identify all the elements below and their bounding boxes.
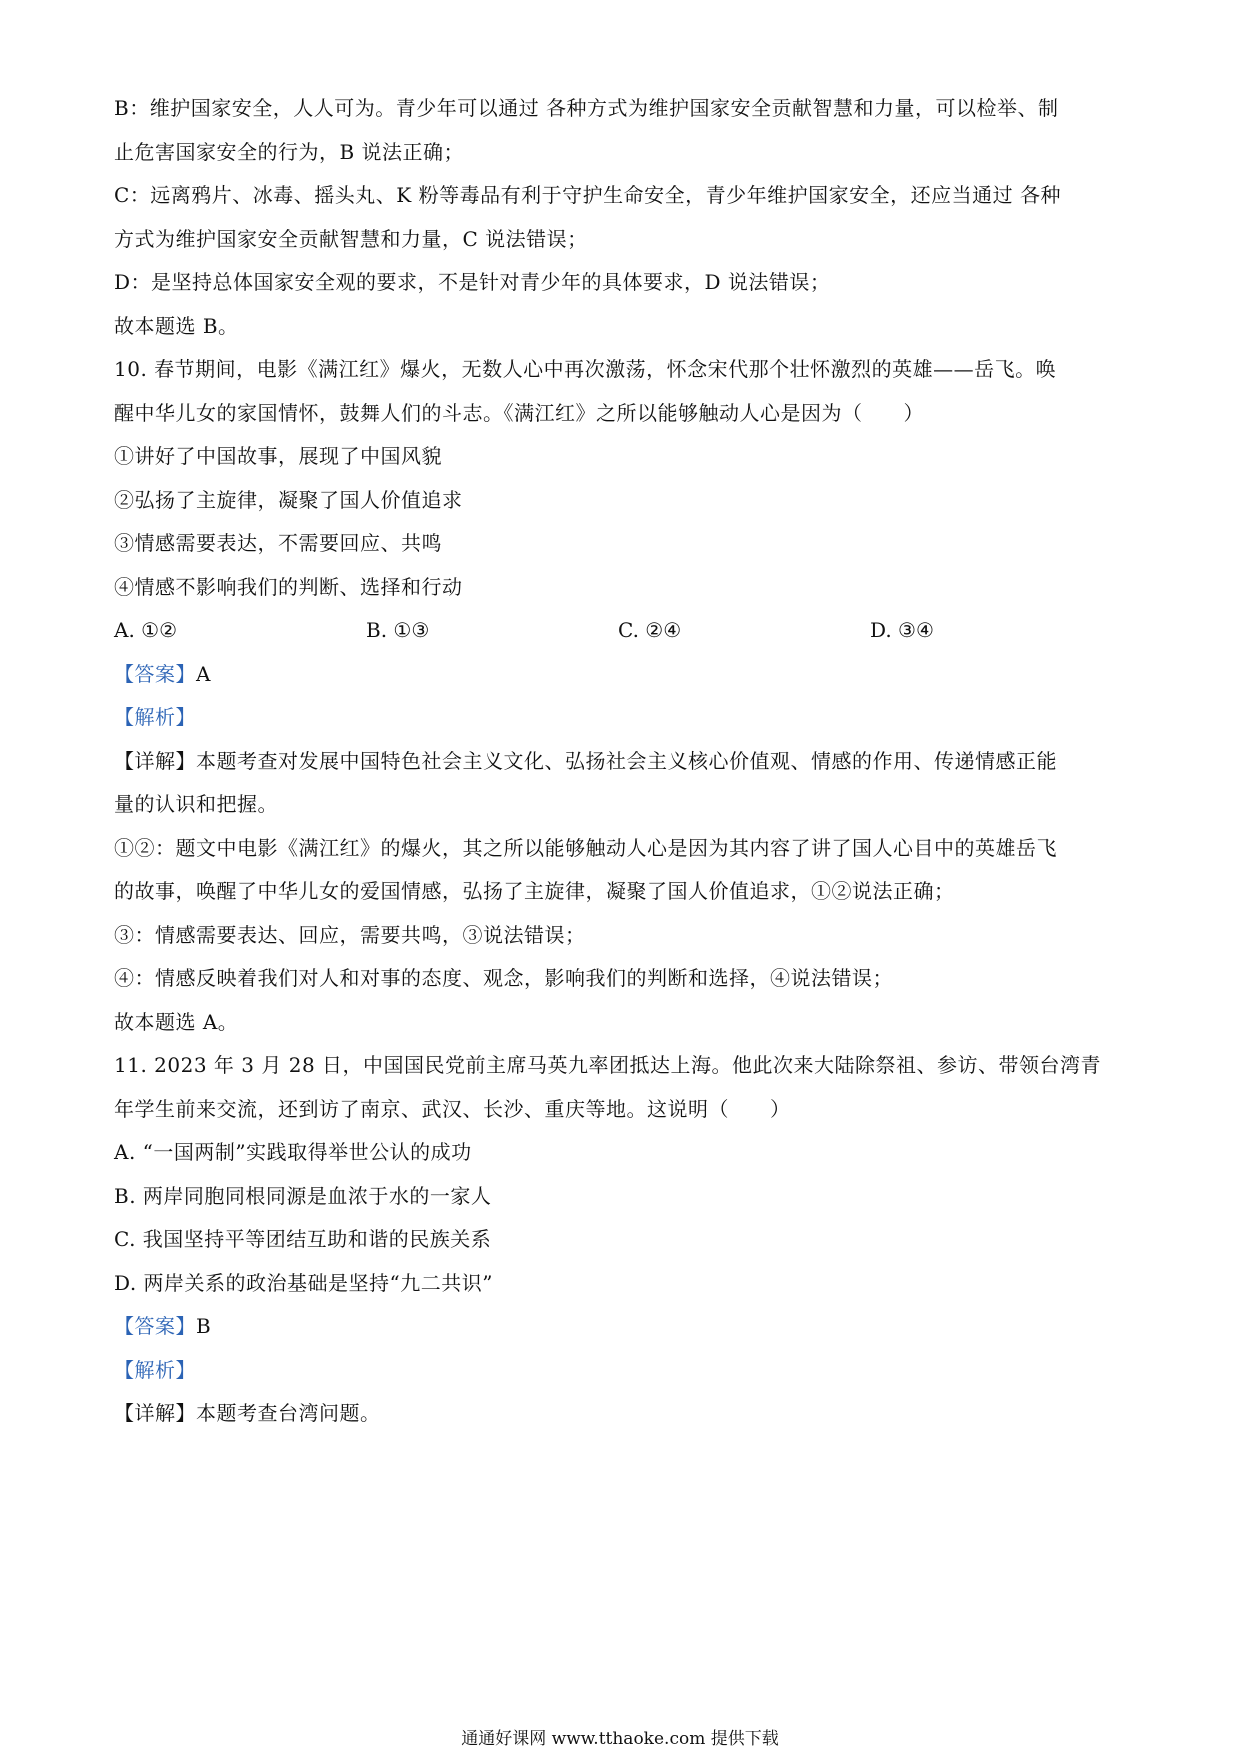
detail-line: 量的认识和把握。 <box>114 792 278 816</box>
text-line: C：远离鸦片、冰毒、摇头丸、K 粉等毒品有利于守护生命安全，青少年维护国家安全，还应当通过 各种 <box>114 183 1061 207</box>
detail-text: 本题考查对发展中国特色社会主义文化、弘扬社会主义核心价值观、情感的作用、传递情感正能 <box>196 749 1057 773</box>
answer-value: A <box>196 662 211 686</box>
option-d: D. 两岸关系的政治基础是坚持“九二共识” <box>114 1271 493 1295</box>
explain-line: 的故事，唤醒了中华儿女的爱国情感，弘扬了主旋律，凝聚了国人价值追求，①②说法正确； <box>114 879 955 903</box>
detail-line <box>114 1399 1126 1427</box>
question-10-options <box>114 616 1126 644</box>
answer-label: 【答案】 <box>114 1314 196 1338</box>
detail-label: 【详解】 <box>114 749 196 773</box>
statement-2: ②弘扬了主旋律，凝聚了国人价值追求 <box>114 488 463 512</box>
text-line: D：是坚持总体国家安全观的要求，不是针对青少年的具体要求，D 说法错误； <box>114 270 831 294</box>
explain-line: ①②：题文中电影《满江红》的爆火，其之所以能够触动人心是因为其内容了讲了国人心目中的英雄岳飞 <box>114 836 1057 860</box>
detail-line <box>114 747 1126 775</box>
answer-value: B <box>196 1314 212 1338</box>
text-line: B：维护国家安全，人人可为。青少年可以通过 各种方式为维护国家安全贡献智慧和力量，可以检举、制 <box>114 96 1059 120</box>
option-d: D. ③④ <box>870 618 934 642</box>
text-line: 故本题选 B。 <box>114 314 239 338</box>
option-c: C. ②④ <box>618 618 682 642</box>
question-11-stem: 11. 2023 年 3 月 28 日，中国国民党前主席马英九率团抵达上海。他此次来大陆除祭祖、参访、带领台湾青 <box>114 1053 1102 1077</box>
question-11-stem: 年学生前来交流，还到访了南京、武汉、长沙、重庆等地。这说明（ ） <box>114 1097 791 1121</box>
explain-line: 故本题选 A。 <box>114 1010 239 1034</box>
answer-line <box>114 660 1126 688</box>
option-a: A. “一国两制”实践取得举世公认的成功 <box>114 1140 472 1164</box>
text-line: 止危害国家安全的行为，B 说法正确； <box>114 140 465 164</box>
statement-3: ③情感需要表达，不需要回应、共鸣 <box>114 531 442 555</box>
option-a: A. ①② <box>114 618 178 642</box>
footer-watermark: 通通好课网 www.tthaoke.com 提供下载 <box>461 1729 779 1749</box>
option-c: C. 我国坚持平等团结互助和谐的民族关系 <box>114 1227 492 1251</box>
analysis-label: 【解析】 <box>114 1358 196 1382</box>
detail-text: 本题考查台湾问题。 <box>196 1401 381 1425</box>
statement-4: ④情感不影响我们的判断、选择和行动 <box>114 575 463 599</box>
text-line: 方式为维护国家安全贡献智慧和力量，C 说法错误； <box>114 227 588 251</box>
explain-line: ③：情感需要表达、回应，需要共鸣，③说法错误； <box>114 923 586 947</box>
explain-line: ④：情感反映着我们对人和对事的态度、观念，影响我们的判断和选择，④说法错误； <box>114 966 893 990</box>
option-b: B. ①③ <box>366 618 430 642</box>
statement-1: ①讲好了中国故事，展现了中国风貌 <box>114 444 442 468</box>
question-10-stem: 醒中华儿女的家国情怀，鼓舞人们的斗志。《满江红》之所以能够触动人心是因为（ ） <box>114 401 924 425</box>
detail-label: 【详解】 <box>114 1401 196 1425</box>
answer-label: 【答案】 <box>114 662 196 686</box>
option-b: B. 两岸同胞同根同源是血浓于水的一家人 <box>114 1184 492 1208</box>
question-10-stem: 10. 春节期间，电影《满江红》爆火，无数人心中再次激荡，怀念宋代那个壮怀激烈的英雄——岳飞。唤 <box>114 357 1057 381</box>
analysis-label: 【解析】 <box>114 705 196 729</box>
answer-line <box>114 1312 1126 1340</box>
